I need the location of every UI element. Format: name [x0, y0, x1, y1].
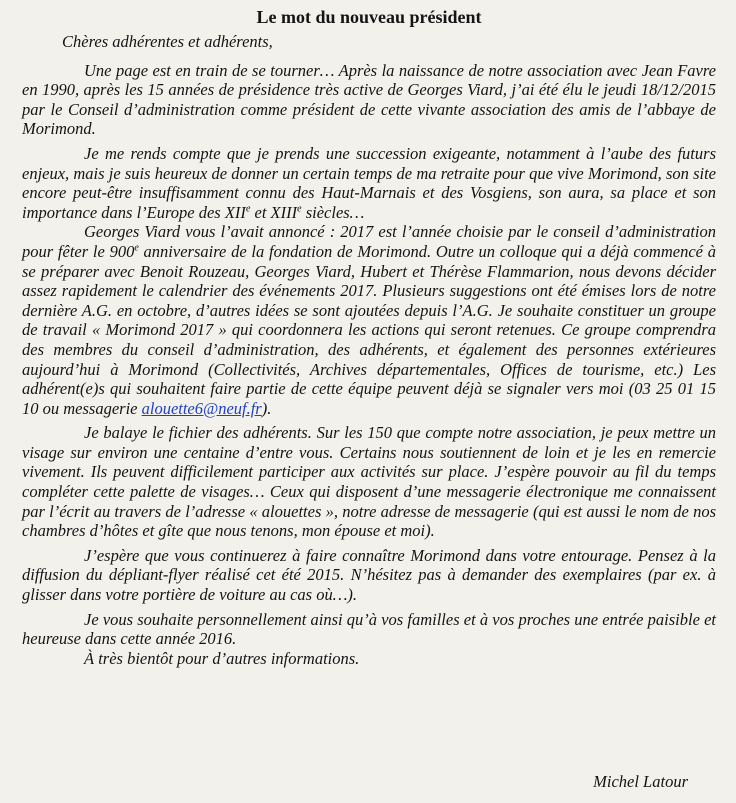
paragraph-1: Une page est en train de se tourner… Après la naissance de notre association avec Jean Favre en 1990, après les 15 années de présidence très active de Georges Viard, j’ai été élu le jeudi 18/12/2015 par le Conseil d’administration comme président de cette vivante association des amis de l’abbaye de Morimond. [22, 60, 716, 139]
salutation: Chères adhérentes et adhérents, [62, 32, 273, 51]
paragraph-3-end: ). [261, 398, 272, 418]
email-link[interactable]: alouette6@neuf.fr [141, 398, 262, 418]
paragraph-2-end: siècles… [301, 202, 365, 222]
paragraph-3-text: anniversaire de la fondation de Morimond. Outre un colloque qui a déjà commencé à se préparer avec Benoit Rouzeau, Georges Viard, Hubert et Thérèse Flammarion, nous devons décider assez rapidement le calendrier des événements 2017. Plusieurs suggestions ont été émises lors de notre dernière A.G. en octobre, d’autres idées se sont ajoutées depuis l’A.G. Je souhaite constituer un groupe de travail « Morimond 2017 » qui coordonnera les actions qui seront retenues. Ce groupe comprendra des membres du conseil d’administration, des adhérents, et également des personnes extérieures aujourd’hui à Morimond (Collectivités, Archives départementales, Offices de tourisme, etc.) Les adhérent(e)s qui souhaitent faire partie de cette équipe peuvent déjà se signaler vers moi (03 25 01 15 10 ou messagerie [22, 241, 716, 418]
paragraph-2-text: Je me rends compte que je prends une succession exigeante, notamment à l’aube des futurs enjeux, mais je suis heureux de donner un certain temps de ma retraite pour que vive Morimond, son site encore peut-être insuffisamment connu des Haut-Marnais et des Vosgiens, son aura, sa place et son importance dans l’Europe des XII [22, 143, 716, 222]
paragraph-2-superscript-1: e [245, 203, 251, 215]
paragraph-7: À très bientôt pour d’autres informations. [84, 648, 360, 668]
page-title: Le mot du nouveau président [256, 7, 482, 27]
paragraph-3-superscript: e [134, 242, 139, 254]
letter-body [22, 32, 716, 668]
paragraph-6: Je vous souhaite personnellement ainsi qu’à vos familles et à vos proches une entrée paisible et heureuse dans cette année 2016. [22, 609, 716, 649]
signature: Michel Latour [593, 772, 688, 791]
paragraph-3-start: Georges Viard vous l’avait annoncé : 2017 est l’année choisie par le conseil d’administration pour fêter le 900 [22, 222, 716, 261]
paragraph-5: J’espère que vous continuerez à faire connaître Morimond dans votre entourage. Pensez à la diffusion du dépliant-flyer réalisé cet été 2015. N’hésitez pas à demander des exemplaires (par ex. à glisser dans votre portière de voiture au cas où…). [22, 545, 716, 605]
paragraph-2-superscript-2: e [297, 203, 302, 215]
paragraph-2 [22, 144, 716, 222]
paragraph-3 [22, 222, 716, 418]
paragraph-4: Je balaye le fichier des adhérents. Sur les 150 que compte notre association, je peux mettre un visage sur environ une centaine d’entre vous. Certains nous soutiennent de loin et je les en remercie vivement. Ils peuvent difficilement participer aux activités sur place. J’espère pouvoir au fil du temps compléter cette palette de visages… Ceux qui disposent d’une messagerie électronique me connaissent par l’écrit au travers de l’adresse « alouettes », notre adresse de messagerie (qui est aussi le nom de nos chambres d’hôtes et gîte que nous tenons, mon épouse et moi). [22, 423, 716, 541]
paragraph-2-mid: et XIII [250, 202, 298, 222]
